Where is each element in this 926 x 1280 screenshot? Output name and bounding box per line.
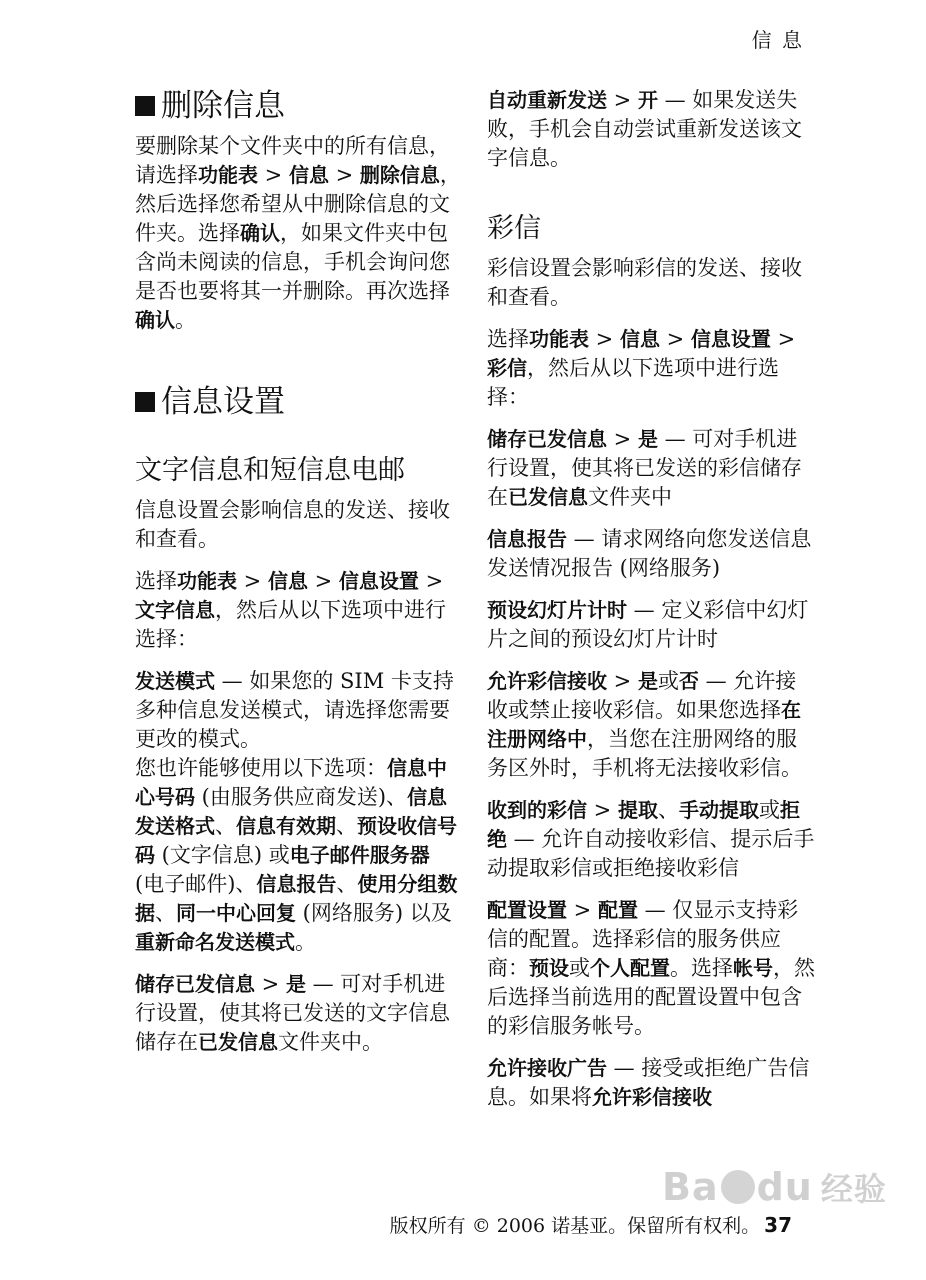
option-slide-timer: 预设幻灯片计时 — 定义彩信中幻灯片之间的预设幻灯片计时 (487, 598, 809, 651)
square-bullet-icon (135, 96, 155, 116)
option-delivery-report: 信息报告 — 请求网络向您发送信息发送情况报告 (网络服务) (487, 527, 812, 580)
option-configuration: 配置设置 > 配置 — 仅显示支持彩信的配置。选择彩信的服务供应商：预设或个人配置。选择帐号，然后选择当前选用的配置设置中包含的彩信服务帐号。 (487, 898, 815, 1038)
section-title-settings: 信息设置 (135, 382, 465, 422)
left-column (135, 86, 465, 1070)
page-footer (390, 1212, 792, 1239)
option-send-mode: 发送模式 — 如果您的 SIM 卡支持多种信息发送模式，请选择您需要更改的模式。 (135, 669, 454, 751)
option-incoming-mms: 收到的彩信 > 提取、手动提取或拒绝 — 允许自动接收彩信、提示后手动提取彩信或拒绝接收彩信 (487, 798, 815, 880)
running-header: 信 息 (751, 28, 804, 52)
text-settings-select-path: 选择功能表 > 信息 > 信息设置 > 文字信息，然后从以下选项中进行选择： (135, 569, 446, 651)
option-save-sent-mms: 储存已发信息 > 是 — 可对手机进行设置，使其将已发送的彩信储存在已发信息文件夹中 (487, 427, 802, 509)
subsection-title-text-messages: 文字信息和短信息电邮 (135, 455, 405, 486)
spacer (135, 348, 465, 382)
subsection-title-mms: 彩信 (487, 213, 541, 244)
right-column (487, 86, 817, 1125)
section-title-delete: 删除信息 (135, 86, 465, 126)
option-auto-resend: 自动重新发送 > 开 — 如果发送失败，手机会自动尝试重新发送该文字信息。 (487, 88, 802, 170)
page-number: 37 (764, 1213, 792, 1237)
mms-intro: 彩信设置会影响彩信的发送、接收和查看。 (487, 256, 802, 309)
option-other-settings: 您也许能够使用以下选项：信息中心号码 (由服务供应商发送)、信息发送格式、信息有效期、预设收信号码 (文字信息) 或电子邮件服务器 (电子邮件)、信息报告、使用分组数据、同一中心回复 (网络服务) 以及重新命名发送模式。 (135, 756, 458, 954)
option-allow-ads: 允许接收广告 — 接受或拒绝广告信息。如果将允许彩信接收 (487, 1056, 810, 1109)
mms-select-path: 选择功能表 > 信息 > 信息设置 > 彩信，然后从以下选项中进行选择： (487, 327, 796, 409)
copyright-notice: 版权所有 © 2006 诺基亚。保留所有权利。 (389, 1215, 761, 1237)
delete-paragraph: 要删除某个文件夹中的所有信息，请选择功能表 > 信息 > 删除信息，然后选择您希望从中删除信息的文件夹。选择确认，如果文件夹中包含尚未阅读的信息，手机会询问您是否也要将其一并删除。再次选择确认。 (135, 134, 461, 332)
square-bullet-icon (135, 392, 155, 412)
spacer (487, 186, 817, 210)
paw-icon (721, 1170, 755, 1204)
spacer (135, 428, 465, 452)
option-allow-mms: 允许彩信接收 > 是或否 — 允许接收或禁止接收彩信。如果您选择在注册网络中，当您在注册网络的服务区外时，手机将无法接收彩信。 (487, 669, 802, 780)
text-settings-intro: 信息设置会影响信息的发送、接收和查看。 (135, 498, 450, 551)
baidu-watermark: Ba du 经验 (662, 1165, 887, 1209)
option-save-sent-text: 储存已发信息 > 是 — 可对手机进行设置，使其将已发送的文字信息储存在已发信息文件夹中。 (135, 972, 450, 1054)
